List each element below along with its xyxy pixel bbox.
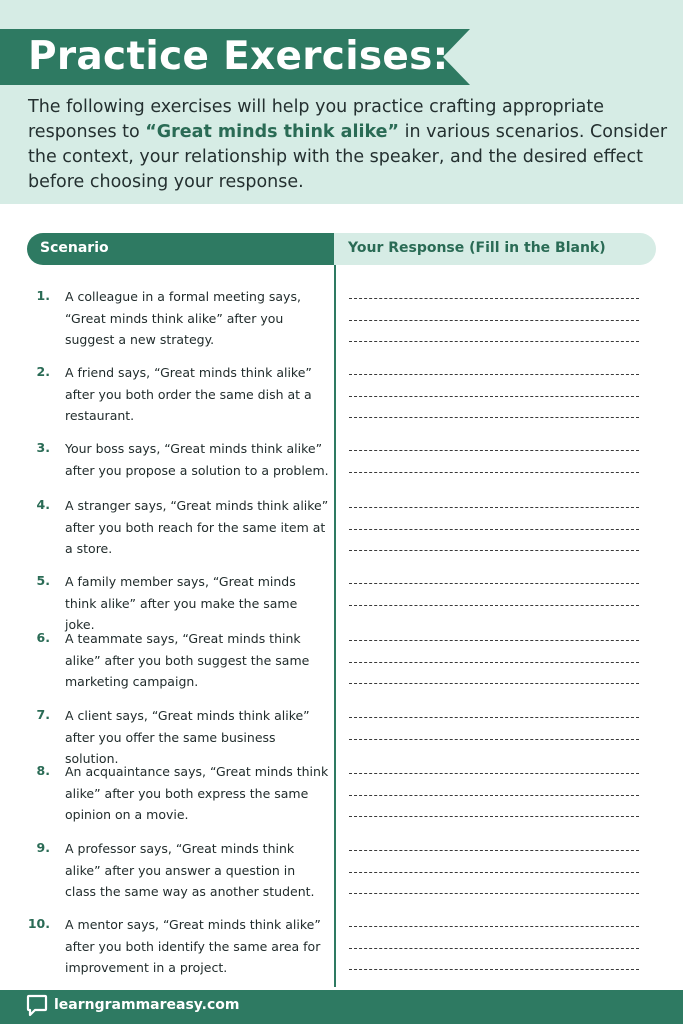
response-blank-line[interactable] — [349, 550, 639, 551]
response-blank-line[interactable] — [349, 816, 639, 817]
response-blank-line[interactable] — [349, 298, 639, 299]
response-blank-line[interactable] — [349, 605, 639, 606]
response-blank-line[interactable] — [349, 739, 639, 740]
response-blank-line[interactable] — [349, 341, 639, 342]
page-title: Practice Exercises: — [28, 34, 449, 79]
row-number: 9. — [36, 840, 50, 855]
scenario-text: A teammate says, “Great minds think alike” after you both suggest the same marketing campaign. — [65, 631, 310, 689]
footer-site-link[interactable]: learngrammareasy.com — [54, 997, 240, 1013]
speech-bubble-icon — [26, 994, 48, 1018]
column-divider — [334, 265, 336, 987]
response-blank-line[interactable] — [349, 507, 639, 508]
scenario-text: An acquaintance says, “Great minds think alike” after you both express the same opinion on a movie. — [65, 764, 329, 822]
row-number: 1. — [36, 288, 50, 303]
response-blank-line[interactable] — [349, 529, 639, 530]
scenario-text: A client says, “Great minds think alike” after you offer the same business solution. — [65, 708, 310, 766]
response-blank-line[interactable] — [349, 662, 639, 663]
row-number: 2. — [36, 364, 50, 379]
response-blank-line[interactable] — [349, 583, 639, 584]
response-blank-line[interactable] — [349, 948, 639, 949]
response-blank-line[interactable] — [349, 640, 639, 641]
response-blank-line[interactable] — [349, 320, 639, 321]
row-number: 4. — [36, 497, 50, 512]
scenario-text: Your boss says, “Great minds think alike” after you propose a solution to a problem. — [65, 441, 329, 478]
scenario-column-header — [27, 233, 334, 265]
row-number: 3. — [36, 440, 50, 455]
response-header-label: Your Response (Fill in the Blank) — [348, 240, 606, 256]
response-blank-line[interactable] — [349, 872, 639, 873]
response-blank-line[interactable] — [349, 795, 639, 796]
scenario-text: A friend says, “Great minds think alike” after you both order the same dish at a restaurant. — [65, 365, 312, 423]
response-blank-line[interactable] — [349, 417, 639, 418]
scenario-text: A mentor says, “Great minds think alike” after you both identify the same area for improvement in a project. — [65, 917, 321, 975]
scenario-text: A colleague in a formal meeting says, “Great minds think alike” after you suggest a new strategy. — [65, 289, 301, 347]
response-blank-line[interactable] — [349, 926, 639, 927]
footer-bar — [0, 990, 683, 1024]
response-blank-line[interactable] — [349, 773, 639, 774]
response-blank-line[interactable] — [349, 969, 639, 970]
intro-highlight: “Great minds think alike” — [145, 122, 400, 142]
intro-text-start: The following exercises will help you practice crafting appropriate responses to — [28, 97, 604, 142]
row-number: 10. — [27, 916, 50, 931]
row-number: 5. — [36, 573, 50, 588]
row-number: 8. — [36, 763, 50, 778]
scalloped-edge — [0, 196, 683, 212]
response-blank-line[interactable] — [349, 450, 639, 451]
response-blank-line[interactable] — [349, 850, 639, 851]
scenario-text: A family member says, “Great minds think alike” after you make the same joke. — [65, 574, 298, 632]
response-blank-line[interactable] — [349, 717, 639, 718]
response-blank-line[interactable] — [349, 893, 639, 894]
response-blank-line[interactable] — [349, 472, 639, 473]
response-blank-line[interactable] — [349, 683, 639, 684]
response-blank-line[interactable] — [349, 374, 639, 375]
row-number: 6. — [36, 630, 50, 645]
intro-text-end: in various scenarios. Consider the context, your relationship with the speaker, and the desired effect before choosing your response. — [28, 122, 668, 192]
intro-paragraph — [28, 95, 668, 195]
scenario-text: A professor says, “Great minds think alike” after you answer a question in class the same way as another student. — [65, 841, 315, 899]
scenario-text: A stranger says, “Great minds think alike” after you both reach for the same item at a store. — [65, 498, 329, 556]
response-blank-line[interactable] — [349, 396, 639, 397]
scenario-header-label: Scenario — [40, 240, 109, 256]
response-column-header — [334, 233, 656, 265]
row-number: 7. — [36, 707, 50, 722]
